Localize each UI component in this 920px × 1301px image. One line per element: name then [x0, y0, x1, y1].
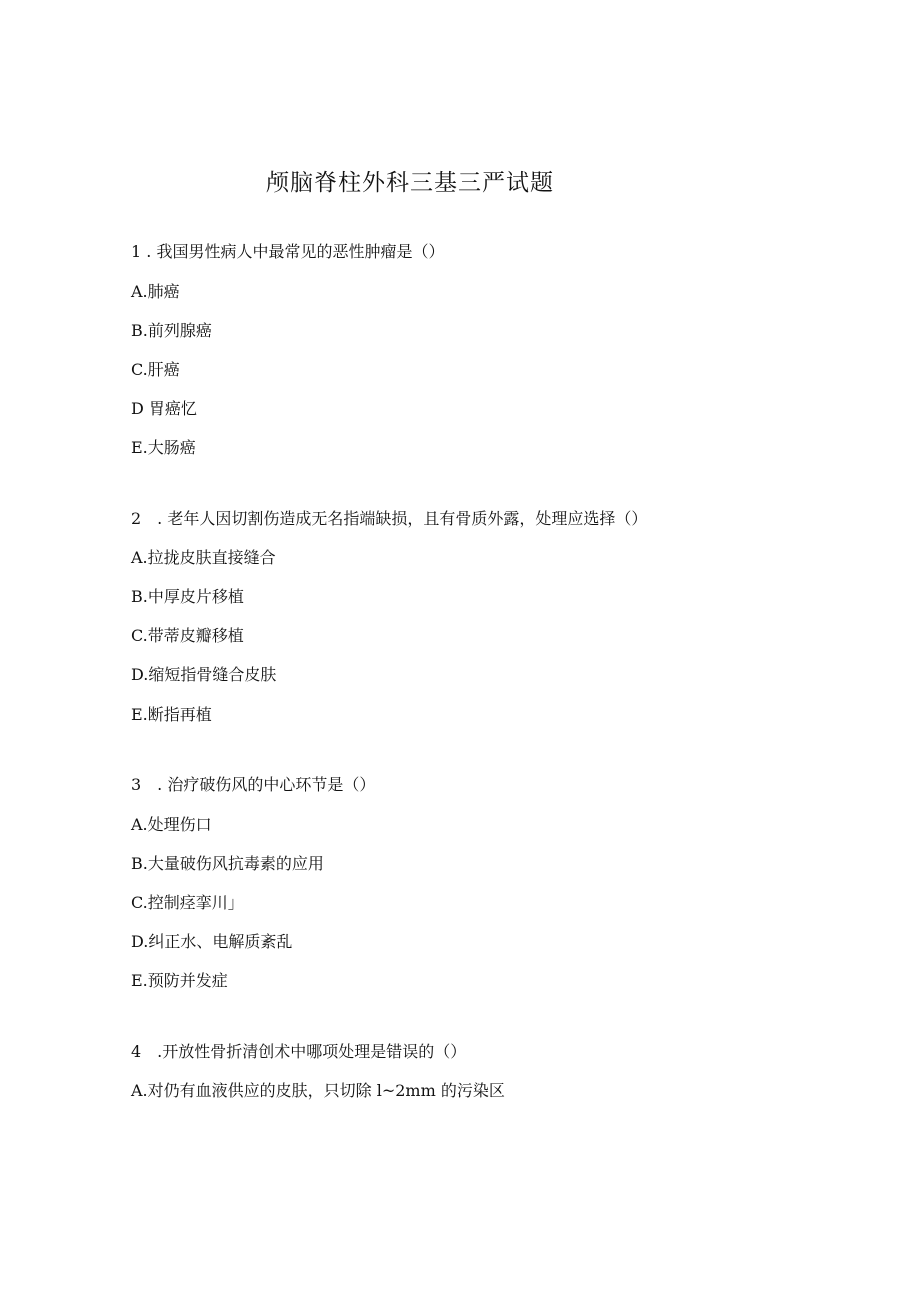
question-1-option-a: A.肺癌 [131, 282, 180, 301]
question-1-option-e: E.大肠癌 [131, 438, 196, 457]
question-2-option-a: A.拉拢皮肤直接缝合 [131, 548, 276, 567]
question-3-option-e: E.预防并发症 [131, 971, 228, 990]
question-3-option-c: C.控制痉挛川」 [131, 893, 244, 912]
question-1-option-d: D 胃癌忆 [131, 399, 197, 418]
question-4-option-a: A.对仍有血液供应的皮肤，只切除 l~2mm 的污染区 [131, 1081, 505, 1100]
question-3-option-b: B.大量破伤风抗毒素的应用 [131, 854, 324, 873]
document-title: 颅脑脊柱外科三基三严试题 [266, 170, 554, 196]
question-3-stem: 3 . 治疗破伤风的中心环节是（） [131, 775, 376, 794]
question-1-option-c: C.肝癌 [131, 360, 180, 379]
question-1-option-b: B.前列腺癌 [131, 321, 212, 340]
question-2-option-d: D.缩短指骨缝合皮肤 [131, 665, 277, 684]
question-2-option-b: B.中厚皮片移植 [131, 587, 244, 606]
question-4-stem: 4 .开放性骨折清创术中哪项处理是错误的（） [131, 1042, 467, 1061]
question-3-option-a: A.处理伤口 [131, 815, 212, 834]
question-1-stem: 1 . 我国男性病人中最常见的恶性肿瘤是（） [131, 242, 445, 261]
question-3-option-d: D.纠正水、电解质紊乱 [131, 932, 293, 951]
question-2-stem: 2 . 老年人因切割伤造成无名指端缺损，且有骨质外露，处理应选择（） [131, 509, 648, 528]
question-2-option-e: E.断指再植 [131, 705, 212, 724]
question-2-option-c: C.带蒂皮瓣移植 [131, 626, 244, 645]
